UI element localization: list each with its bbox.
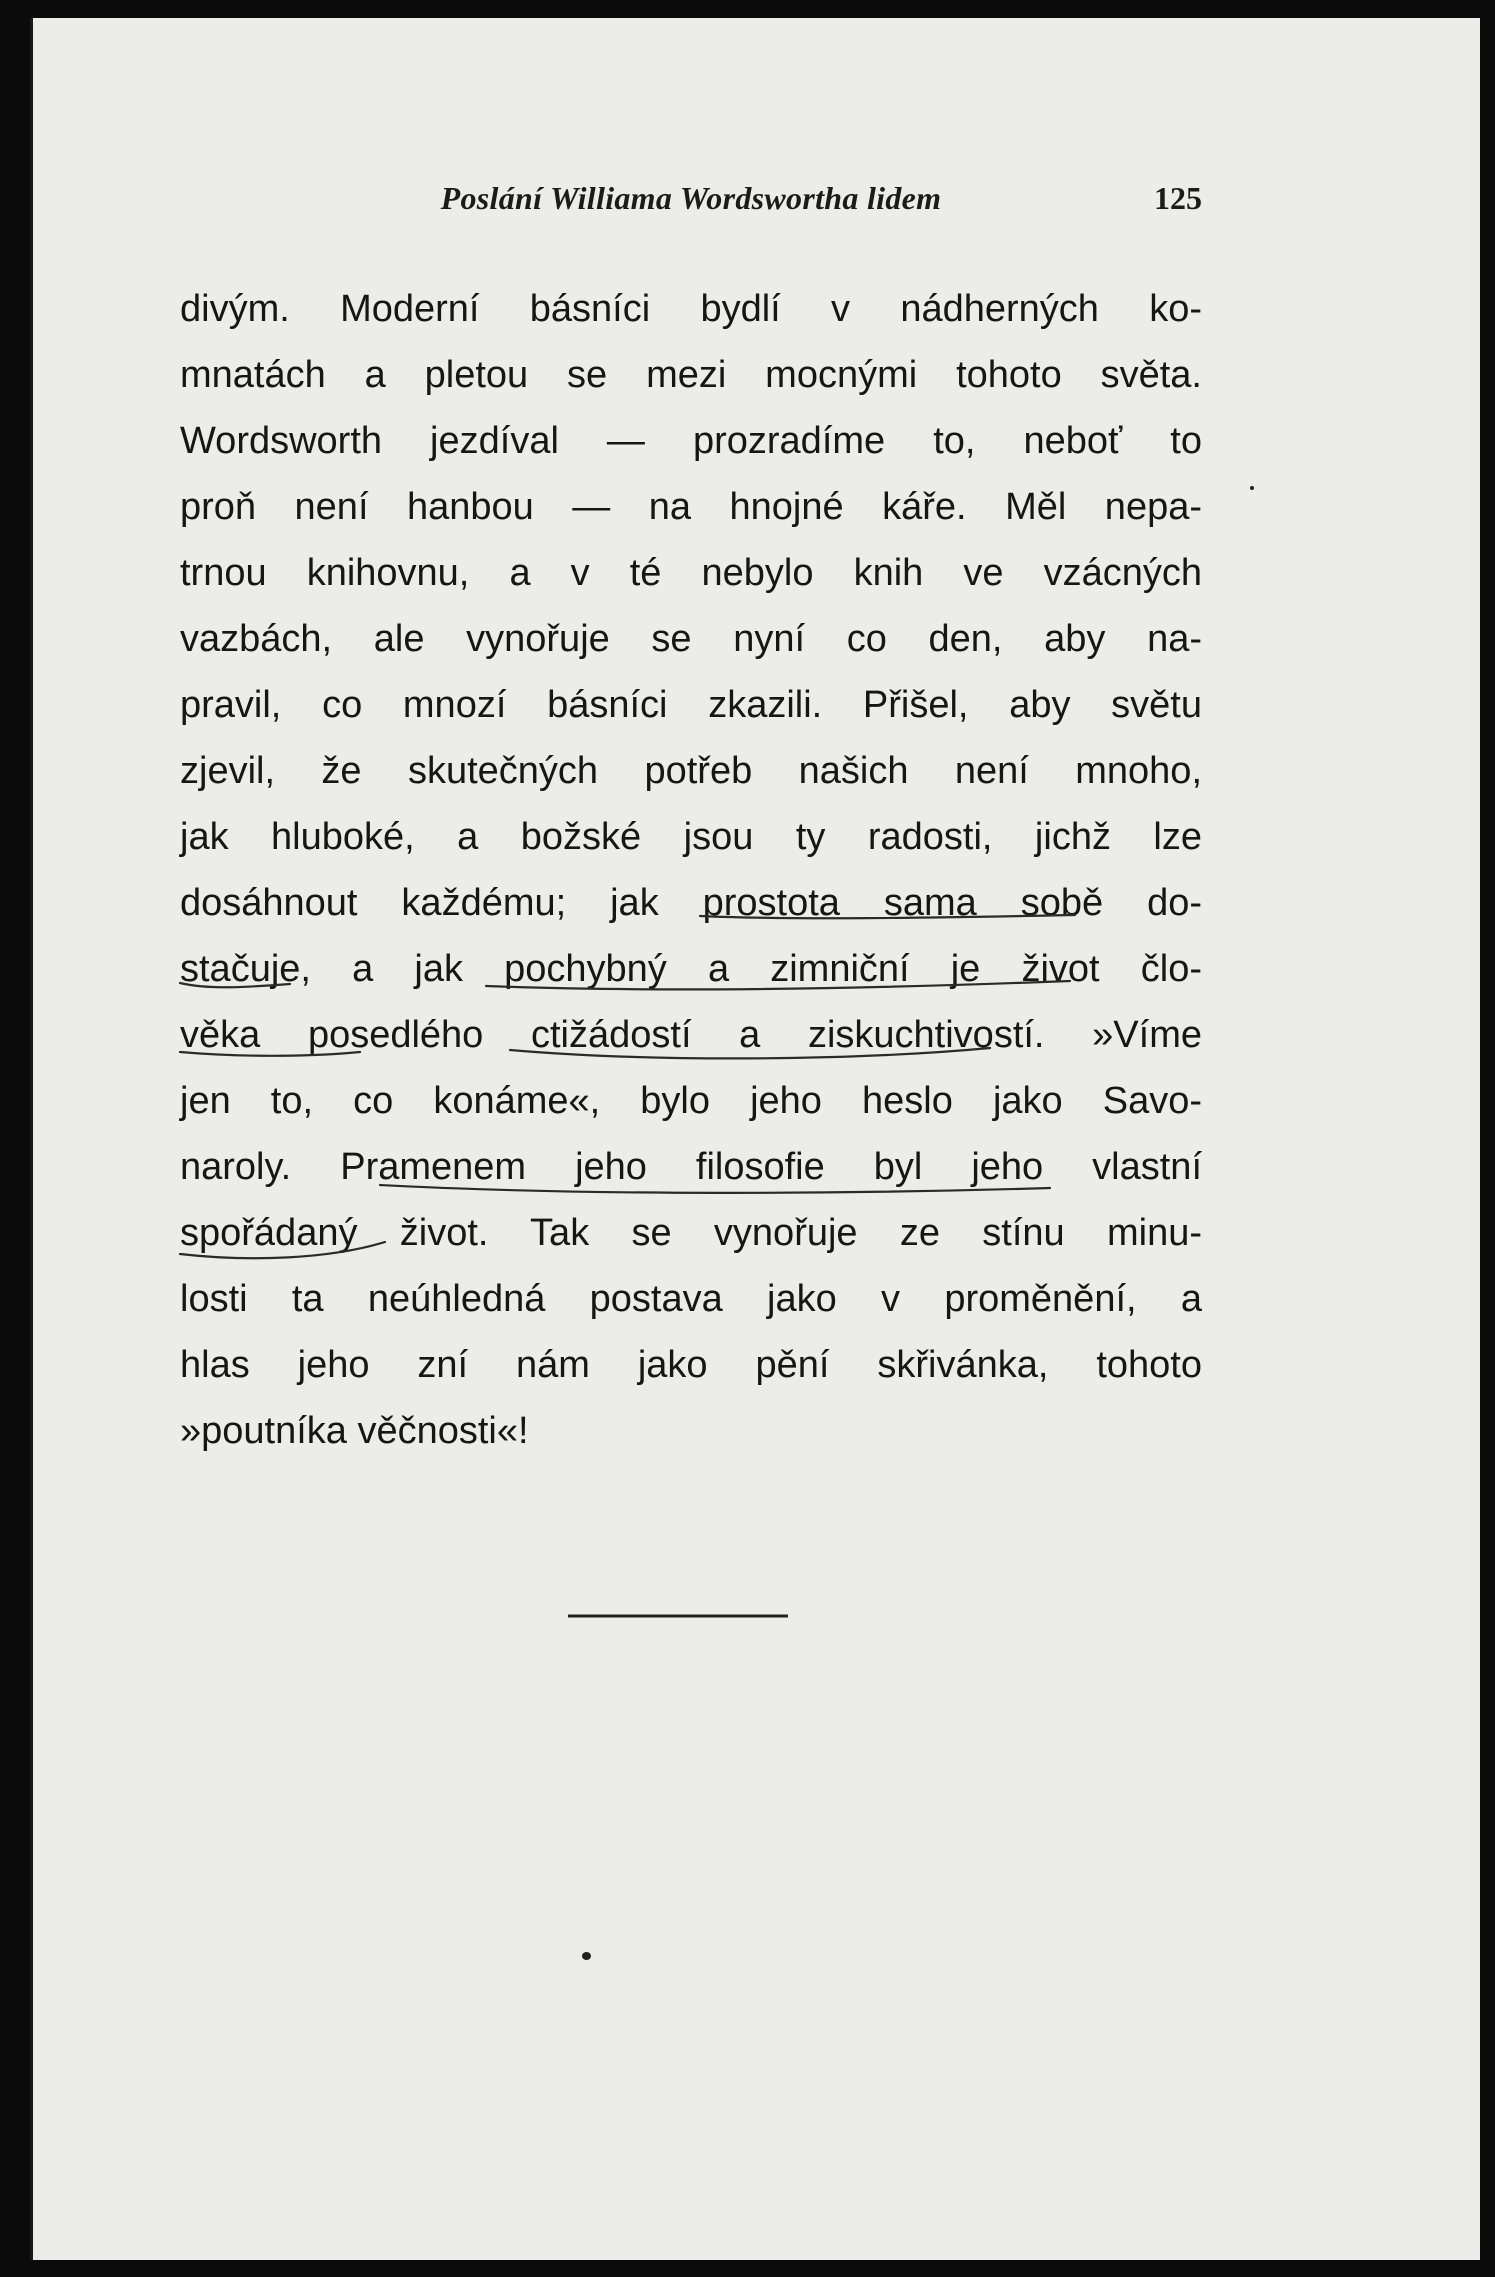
text-line: losti ta neúhledná postava jako v proměnění, a <box>180 1278 1202 1320</box>
text-line: spořádaný život. Tak se vynořuje ze stínu minu- <box>180 1212 1202 1254</box>
page-header <box>180 180 1202 240</box>
text-line: pravil, co mnozí básníci zkazili. Přišel, aby světu <box>180 684 1202 726</box>
text-line: »poutníka věčnosti«! <box>180 1410 529 1452</box>
ink-speck <box>582 1952 591 1960</box>
ink-speck <box>1250 486 1254 490</box>
page-edge-shadow <box>30 18 33 2260</box>
text-line: zjevil, že skutečných potřeb našich není mnoho, <box>180 750 1202 792</box>
text-line: naroly. Pramenem jeho filosofie byl jeho vlastní <box>180 1146 1202 1188</box>
text-line: stačuje, a jak pochybný a zimniční je život člo- <box>180 948 1202 990</box>
page-number: 125 <box>1154 180 1202 216</box>
text-line: Wordsworth jezdíval — prozradíme to, neboť to <box>180 420 1202 462</box>
text-line: vazbách, ale vynořuje se nyní co den, aby na- <box>180 618 1202 660</box>
text-line: trnou knihovnu, a v té nebylo knih ve vzácných <box>180 552 1202 594</box>
text-line: proň není hanbou — na hnojné káře. Měl nepa- <box>180 486 1202 528</box>
text-line: věka posedlého ctižádostí a ziskuchtivostí. »Víme <box>180 1014 1202 1056</box>
text-line: dosáhnout každému; jak prostota sama sobě do- <box>180 882 1202 924</box>
body-text <box>180 276 1202 1464</box>
text-line: hlas jeho zní nám jako pění skřivánka, tohoto <box>180 1344 1202 1386</box>
text-line: jen to, co konáme«, bylo jeho heslo jako Savo- <box>180 1080 1202 1122</box>
book-page <box>30 18 1480 2260</box>
text-line: jak hluboké, a božské jsou ty radosti, jichž lze <box>180 816 1202 858</box>
text-line: divým. Moderní básníci bydlí v nádherných ko- <box>180 288 1202 330</box>
running-title: Poslání Williama Wordswortha lidem <box>440 180 942 216</box>
text-line: mnatách a pletou se mezi mocnými tohoto světa. <box>180 354 1202 396</box>
